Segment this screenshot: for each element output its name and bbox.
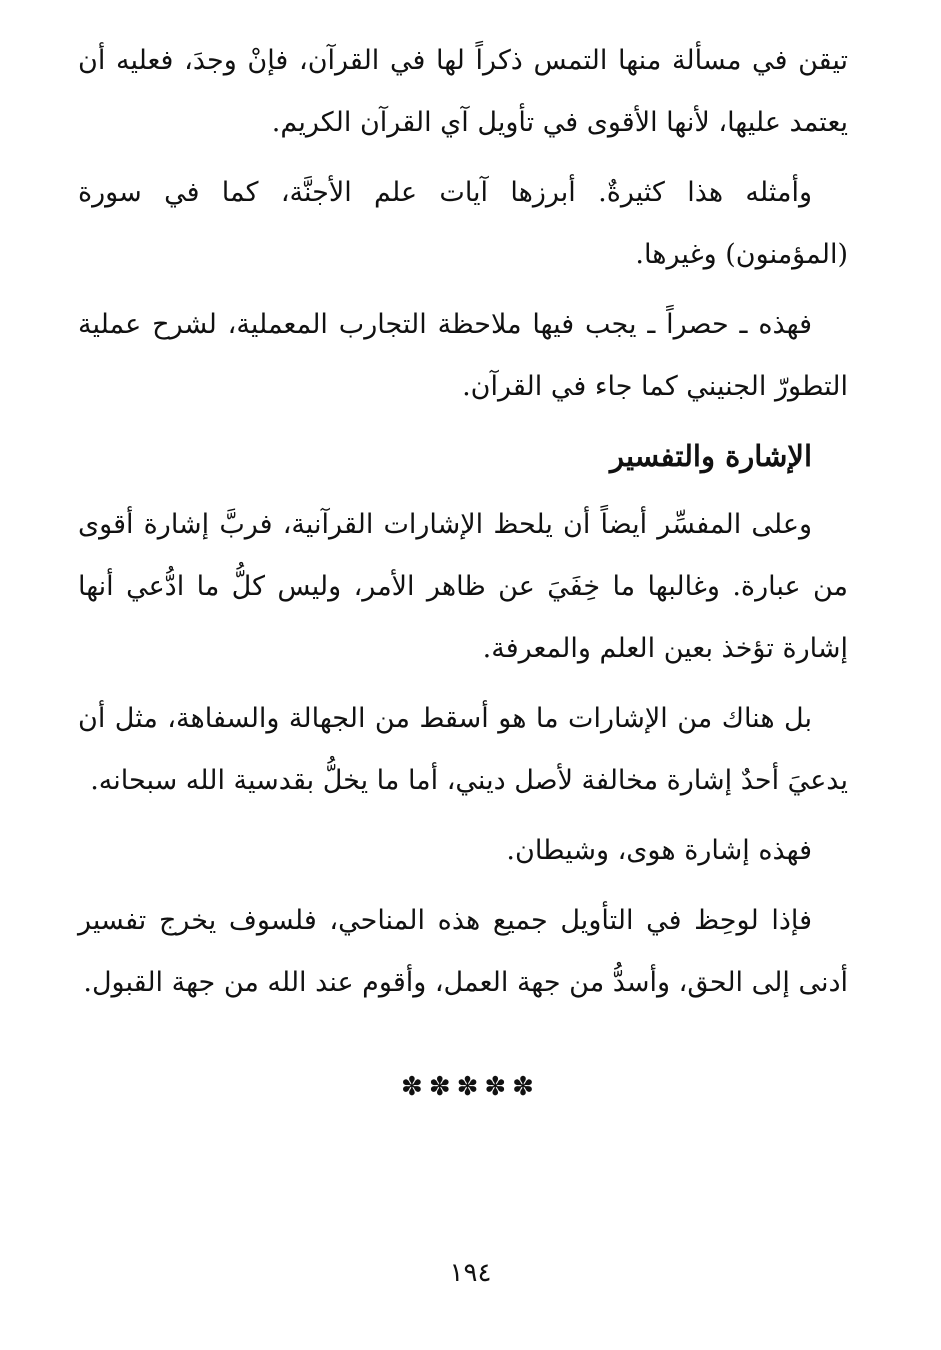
paragraph-2: وأمثله هذا كثيرةٌ. أبرزها آيات علم الأجنَّة، كما في سورة (المؤمنون) وغيرها.: [78, 177, 848, 270]
section-heading: الإشارة والتفسير: [610, 439, 812, 473]
paragraph-3: فهذه ـ حصراً ـ يجب فيها ملاحظة التجارب المعملية، لشرح عملية التطورّ الجنيني كما جاء في القرآن.: [78, 309, 848, 402]
paragraph-7: فإذا لوحِظ في التأويل جميع هذه المناحي، فلسوف يخرج تفسير أدنى إلى الحق، وأسدُّ من جهة العمل، وأقوم عند الله من جهة القبول.: [78, 905, 848, 998]
page-body: [78, 30, 848, 1022]
section-separator: ✽✽✽✽✽: [401, 1072, 540, 1102]
paragraph-6: فهذه إشارة هوى، وشيطان.: [506, 835, 812, 866]
paragraph-1: تيقن في مسألة منها التمس ذكراً لها في القرآن، فإنْ وجدَ، فعليه أن يعتمد عليها، لأنها الأقوى في تأويل آي القرآن الكريم.: [78, 45, 848, 138]
page-number: ١٩٤: [449, 1258, 492, 1288]
paragraph-5: بل هناك من الإشارات ما هو أسقط من الجهالة والسفاهة، مثل أن يدعيَ أحدٌ إشارة مخالفة لأصل ديني، أما ما يخلُّ بقدسية الله سبحانه.: [78, 703, 848, 796]
paragraph-4: وعلى المفسِّر أيضاً أن يلحظ الإشارات القرآنية، فربَّ إشارة أقوى من عبارة. وغالبها ما خِفَيَ عن ظاهر الأمر، وليس كلُّ ما ادُّعي أنها إشارة تؤخذ بعين العلم والمعرفة.: [78, 509, 848, 664]
